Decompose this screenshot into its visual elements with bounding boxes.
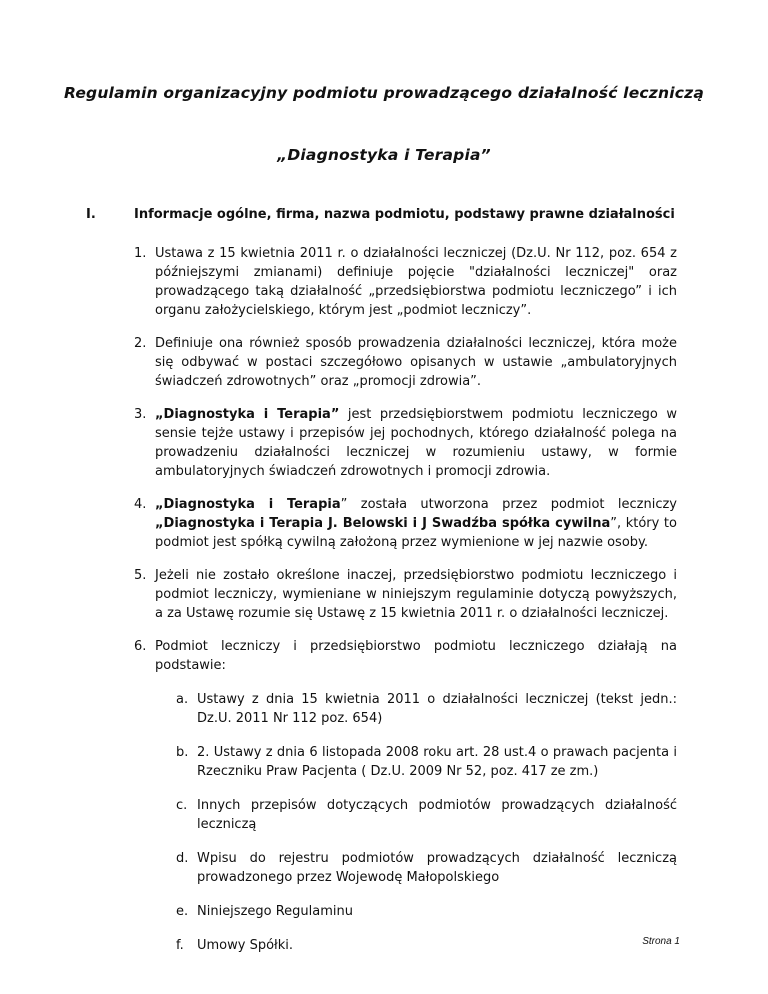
list-number: 5. [134,568,147,583]
page-number: Strona 1 [642,936,680,947]
document-subtitle: „Diagnostyka i Terapia” [277,146,491,164]
list-item [134,244,677,320]
list-number: 4. [134,497,147,512]
list-item [134,405,677,481]
sub-list-letter: e. [176,904,189,919]
sub-list-text: Wpisu do rejestru podmiotów prowadzących działalność leczniczą prowadzonego przez Wojewodę Małopolskiego [197,851,677,885]
sub-list-item [176,936,677,955]
list-text: ”, który to podmiot jest spółką cywilną założoną przez wymienione w jej nazwie osoby. [155,516,677,550]
sub-list-text: Ustawy z dnia 15 kwietnia 2011 o działalności leczniczej (tekst jedn.: Dz.U. 2011 Nr 112 poz. 654) [197,692,677,726]
list-text: Definiuje ona również sposób prowadzenia działalności leczniczej, która może się odbywać w postaci szczegółowo opisanych w ustawie „ambulatoryjnych świadczeń zdrowotnych” oraz „promocji zdrowia”. [155,336,677,389]
list-item [134,566,677,623]
list-number: 6. [134,639,147,654]
sub-list-item [176,743,677,781]
sub-list-letter: c. [176,798,188,813]
list-text: Podmiot leczniczy i przedsiębiorstwo podmiotu leczniczego działają na podstawie: [155,639,677,673]
section-title: Informacje ogólne, firma, nazwa podmiotu, podstawy prawne działalności [134,207,675,222]
list-number: 2. [134,336,147,351]
list-number: 1. [134,246,147,261]
list-item [134,495,677,552]
list-text: Ustawa z 15 kwietnia 2011 r. o działalności leczniczej (Dz.U. Nr 112, poz. 654 z późniejszymi zmianami) definiuje pojęcie "działalności leczniczej" oraz prowadzącego taką działalność „przedsiębiorstwa podmiotu leczniczego” i ich organu założycielskiego, którym jest „podmiot leczniczy”. [155,246,677,318]
sub-list-text: Niniejszego Regulaminu [197,904,353,919]
sub-list-text: 2. Ustawy z dnia 6 listopada 2008 roku art. 28 ust.4 o prawach pacjenta i Rzeczniku Praw Pacjenta ( Dz.U. 2009 Nr 52, poz. 417 ze zm.) [197,745,677,779]
sub-list-item [176,796,677,834]
list-text: Jeżeli nie zostało określone inaczej, przedsiębiorstwo podmiotu leczniczego i podmiot leczniczy, wymieniane w niniejszym regulaminie dotyczą powyższych, a za Ustawę rozumie się Ustawę z 15 kwietnia 2011 r. o działalności leczniczej. [155,568,677,621]
list-text: jest przedsiębiorstwem podmiotu leczniczego w sensie tejże ustawy i przepisów jej pochodnych, którego działalność polega na prowadzeniu działalności leczniczej w rozumieniu ustawy, w formie ambulatoryjnych świadczeń zdrowotnych i promocji zdrowia. [155,407,677,479]
document-title: Regulamin organizacyjny podmiotu prowadzącego działalność leczniczą [63,84,705,102]
list-item [134,637,677,955]
sub-list [176,690,677,955]
sub-list-item [176,690,677,728]
sub-list-item [176,902,677,921]
sub-list-text: Umowy Spółki. [197,938,294,953]
sub-list-letter: d. [176,851,189,866]
paragraph-list [134,230,677,955]
list-bold-text: „Diagnostyka i Terapia J. Belowski i J Swadźba spółka cywilna [155,516,611,531]
sub-list-text: Innych przepisów dotyczących podmiotów prowadzących działalność leczniczą [197,798,677,832]
list-bold-text: „Diagnostyka i Terapia [155,497,341,512]
sub-list-letter: a. [176,692,189,707]
list-number: 3. [134,407,147,422]
sub-list-letter: f. [176,938,184,953]
sub-list-item [176,849,677,887]
list-text: ” została utworzona przez podmiot leczniczy [340,497,677,512]
list-item [134,334,677,391]
section-number: I. [86,207,96,222]
list-bold-text: „Diagnostyka i Terapia” [155,407,340,422]
sub-list-letter: b. [176,745,189,760]
